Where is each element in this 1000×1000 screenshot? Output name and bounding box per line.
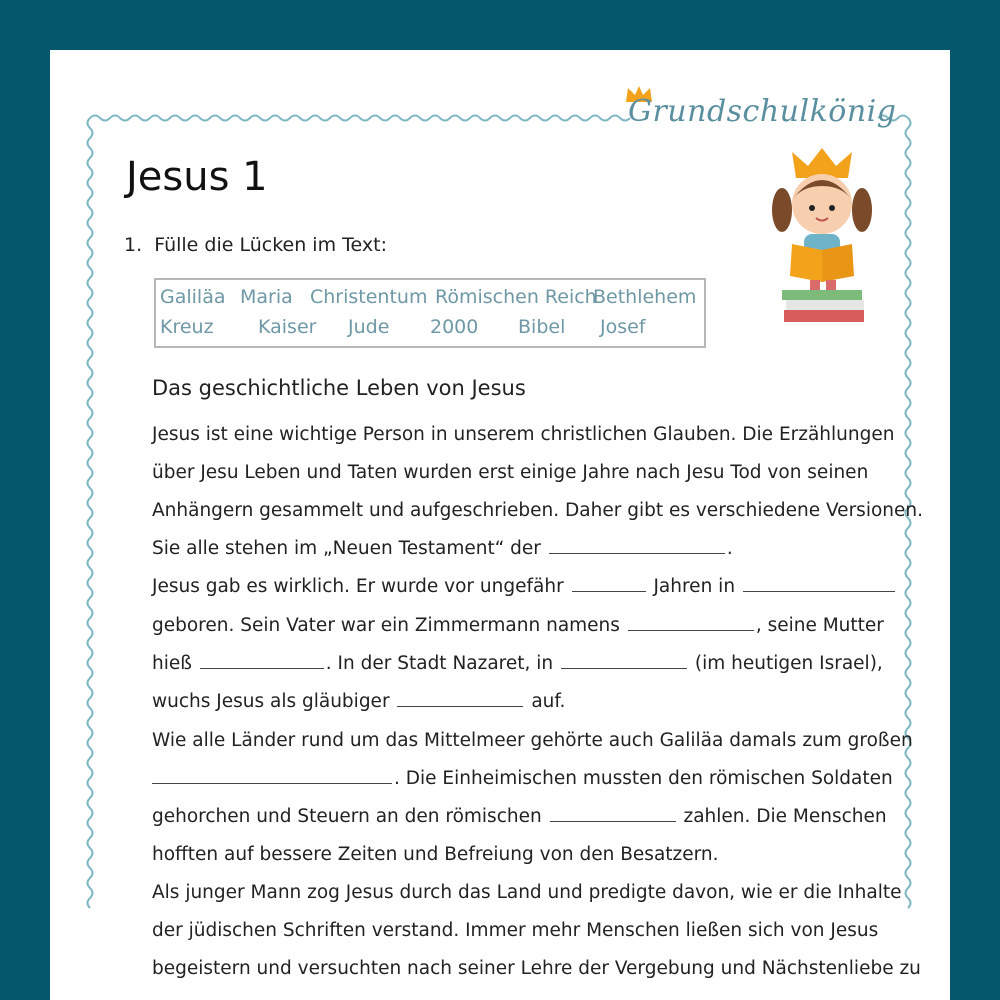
text-segment: Jahren in (653, 576, 736, 597)
text-line: Jesus ist eine wichtige Person in unserem christlichen Glauben. Die Erzählungen (152, 424, 895, 445)
word-bank-item: Bethlehem (593, 286, 697, 308)
text-segment: wuchs Jesus als gläubiger (152, 691, 390, 712)
text-line: Wie alle Länder rund um das Mittelmeer gehörte auch Galiläa damals zum großen (152, 730, 913, 751)
reading-child-illustration (770, 148, 880, 328)
text-segment: gehorchen und Steuern an den römischen (152, 806, 542, 827)
text-segment: hieß (152, 653, 192, 674)
answer-blank[interactable] (152, 769, 392, 784)
page-title: Jesus 1 (126, 154, 268, 200)
brand-logo-text: Grundschulkönig (628, 94, 897, 129)
answer-blank[interactable] (549, 539, 725, 554)
text-line: Als junger Mann zog Jesus durch das Land und predigte davon, wie er die Inhalte (152, 882, 902, 903)
word-bank-item: Maria (240, 286, 293, 308)
answer-blank[interactable] (550, 807, 676, 822)
text-line: über Jesu Leben und Taten wurden erst einige Jahre nach Jesu Tod von seinen (152, 462, 869, 483)
word-bank-item: Bibel (518, 316, 566, 338)
answer-blank[interactable] (628, 616, 754, 631)
text-line (152, 538, 733, 559)
text-line (152, 768, 893, 789)
text-segment: Jesus gab es wirklich. Er wurde vor ungefähr (152, 576, 564, 597)
text-line: hofften auf bessere Zeiten und Befreiung von den Besatzern. (152, 844, 719, 865)
text-line (152, 615, 884, 636)
answer-blank[interactable] (561, 654, 687, 669)
text-segment: , seine Mutter (755, 615, 884, 636)
text-line: der jüdischen Schriften verstand. Immer mehr Menschen ließen sich von Jesus (152, 920, 879, 941)
text-segment: . (726, 538, 733, 559)
answer-blank[interactable] (572, 577, 646, 592)
word-bank-item: Galiläa (160, 286, 226, 308)
word-bank-item: 2000 (430, 316, 479, 338)
answer-blank[interactable] (397, 692, 523, 707)
word-bank-item: Christentum (310, 286, 428, 308)
text-line: begeistern und versuchten nach seiner Lehre der Vergebung und Nächstenliebe zu (152, 958, 921, 979)
text-line (152, 691, 565, 712)
text-segment: . In der Stadt Nazaret, in (325, 653, 554, 674)
worksheet-page (50, 50, 950, 1000)
answer-blank[interactable] (743, 577, 895, 592)
text-segment: geboren. Sein Vater war ein Zimmermann namens (152, 615, 620, 636)
task-number: 1. (124, 234, 143, 256)
task-text: Fülle die Lücken im Text: (154, 234, 387, 256)
text-line (152, 806, 887, 827)
text-segment: (im heutigen Israel), (694, 653, 883, 674)
word-bank-item: Jude (348, 316, 390, 338)
text-segment: auf. (531, 691, 566, 712)
text-line (152, 576, 897, 597)
text-line: Anhängern gesammelt und aufgeschrieben. Daher gibt es verschiedene Versionen. (152, 500, 923, 521)
word-bank-item: Josef (600, 316, 646, 338)
word-bank-item: Kaiser (258, 316, 317, 338)
text-segment: zahlen. Die Menschen (683, 806, 887, 827)
word-bank-box (154, 278, 706, 348)
word-bank-item: Römischen Reich (435, 286, 597, 308)
word-bank-item: Kreuz (160, 316, 214, 338)
task-instruction (124, 234, 387, 256)
text-heading: Das geschichtliche Leben von Jesus (152, 376, 526, 400)
text-segment: Sie alle stehen im „Neuen Testament“ der (152, 538, 541, 559)
text-segment: . Die Einheimischen mussten den römischen Soldaten (394, 768, 893, 789)
text-line (152, 653, 883, 674)
answer-blank[interactable] (200, 654, 324, 669)
